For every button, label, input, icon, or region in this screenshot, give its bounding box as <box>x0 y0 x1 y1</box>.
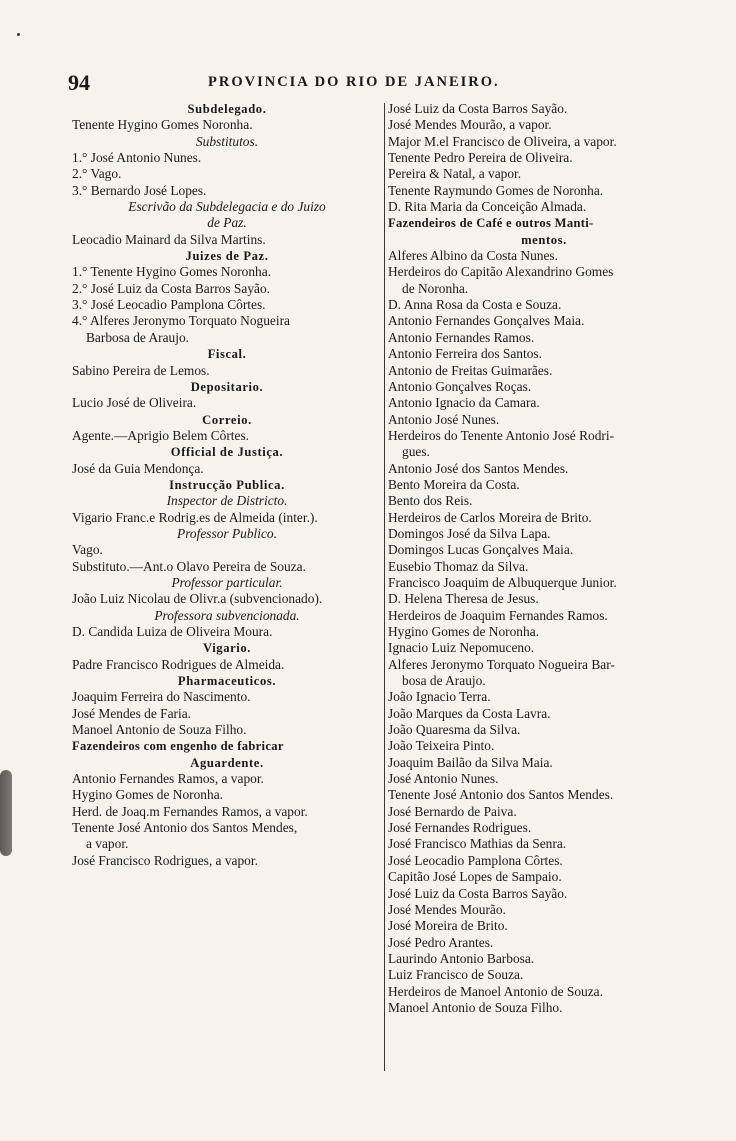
list-entry: Antonio Fernandes Gonçalves Maia. <box>388 313 585 329</box>
list-entry: José Mendes de Faria. <box>72 705 191 721</box>
list-entry: Domingos José da Silva Lapa. <box>388 525 551 541</box>
list-entry: Antonio Fernandes Ramos. <box>388 329 535 345</box>
section-heading: Instrucção Publica. <box>169 477 285 492</box>
list-entry: Antonio José Nunes. <box>388 411 500 427</box>
section-heading: mentos. <box>521 232 567 247</box>
list-entry: José Mendes Mourão. <box>388 901 506 917</box>
list-entry: José Francisco Mathias da Senra. <box>388 836 567 852</box>
list-entry: Antonio Ignacio da Camara. <box>388 395 540 411</box>
section-heading: Fiscal. <box>207 347 247 362</box>
entry-continuation: Barbosa de Araujo. <box>86 329 190 345</box>
list-entry: Herdeiros de Carlos Moreira de Brito. <box>388 509 592 525</box>
list-entry: José Leocadio Pamplona Côrtes. <box>388 852 563 868</box>
list-entry: D. Anna Rosa da Costa e Souza. <box>388 297 562 313</box>
section-heading: Fazendeiros de Café e outros Manti- <box>388 216 594 231</box>
list-entry: Antonio Ferreira dos Santos. <box>388 346 542 362</box>
list-entry: Francisco Joaquim de Albuquerque Junior. <box>388 574 617 590</box>
ink-speck <box>17 33 20 36</box>
subsection-heading: Professor Publico. <box>177 525 277 541</box>
list-entry: Herdeiros de Joaquim Fernandes Ramos. <box>388 607 608 623</box>
entry-continuation: a vapor. <box>86 836 129 852</box>
list-entry: Capitão José Lopes de Sampaio. <box>388 869 562 885</box>
list-entry: José Moreira de Brito. <box>388 918 508 934</box>
entry-continuation: bosa de Araujo. <box>402 673 486 689</box>
list-entry: Hygino Gomes de Noronha. <box>72 787 223 803</box>
list-entry: Alferes Jeronymo Torquato Nogueira Bar- <box>388 656 615 672</box>
list-entry: Sabino Pereira de Lemos. <box>72 362 210 378</box>
list-entry: João Quaresma da Silva. <box>388 722 521 738</box>
list-entry: Tenente Pedro Pereira de Oliveira. <box>388 150 573 166</box>
section-heading: Depositario. <box>190 379 264 394</box>
list-entry: José da Guia Mendonça. <box>72 460 204 476</box>
list-entry: Laurindo Antonio Barbosa. <box>388 950 535 966</box>
list-entry: Hygino Gomes de Noronha. <box>388 624 539 639</box>
subsection-heading: Escrivão da Subdelegacia e do Juizo <box>128 199 326 215</box>
list-entry: Major M.el Francisco de Oliveira, a vapor. <box>388 133 617 149</box>
entry-continuation: de Noronha. <box>402 280 469 296</box>
list-entry: 4.° Alferes Jeronymo Torquato Nogueira <box>72 313 290 329</box>
list-entry: Antonio Fernandes Ramos, a vapor. <box>72 771 264 787</box>
list-entry: 2.° Vago. <box>72 166 122 182</box>
binding-edge-mark <box>0 770 12 856</box>
list-entry: José Bernardo de Paiva. <box>388 803 517 819</box>
column-divider <box>384 103 385 1071</box>
list-entry: Herdeiros do Capitão Alexandrino Gomes <box>388 264 614 280</box>
section-heading: Subdelegado. <box>187 102 267 116</box>
list-entry: 3.° José Leocadio Pamplona Côrtes. <box>72 297 266 313</box>
list-entry: João Ignacio Terra. <box>388 689 491 705</box>
list-entry: João Marques da Costa Lavra. <box>388 705 551 721</box>
list-entry: Joaquim Ferreira do Nascimento. <box>72 689 251 705</box>
list-entry: José Mendes Mourão, a vapor. <box>388 117 552 133</box>
list-entry: João Luiz Nicolau de Olivr.a (subvencionado). <box>72 591 323 607</box>
list-entry: Pereira & Natal, a vapor. <box>388 166 522 182</box>
list-entry: José Pedro Arantes. <box>388 934 494 950</box>
list-entry: 1.° José Antonio Nunes. <box>72 150 202 166</box>
section-heading: Juizes de Paz. <box>185 249 269 264</box>
list-entry: Bento Moreira da Costa. <box>388 476 520 492</box>
list-entry: Herdeiros de Manoel Antonio de Souza. <box>388 983 603 999</box>
list-entry: D. Candida Luiza de Oliveira Moura. <box>72 624 273 639</box>
list-entry: Bento dos Reis. <box>388 493 473 509</box>
list-entry: Substituto.—Ant.o Olavo Pereira de Souza. <box>72 558 306 574</box>
list-entry: José Antonio Nunes. <box>388 771 499 787</box>
subsection-heading: Professor particular. <box>171 574 283 590</box>
list-entry: Vago. <box>72 542 103 558</box>
list-entry: José Francisco Rodrigues, a vapor. <box>72 852 258 868</box>
section-heading: Official de Justiça. <box>170 445 284 460</box>
list-entry: Antonio Gonçalves Roças. <box>388 378 532 394</box>
list-entry: Tenente Hygino Gomes Noronha. <box>72 117 253 133</box>
section-heading: Fazendeiros com engenho de fabricar <box>72 739 284 754</box>
list-entry: Luiz Francisco de Souza. <box>388 967 524 983</box>
list-entry: Manoel Antonio de Souza Filho. <box>388 999 563 1015</box>
list-entry: Ignacio Luiz Nepomuceno. <box>388 640 535 656</box>
list-entry: Vigario Franc.e Rodrig.es de Almeida (inter.). <box>72 509 318 525</box>
list-entry: Tenente Raymundo Gomes de Noronha. <box>388 182 604 198</box>
list-entry: Manoel Antonio de Souza Filho. <box>72 722 247 738</box>
subsection-heading: de Paz. <box>207 215 247 231</box>
list-entry: D. Rita Maria da Conceição Almada. <box>388 199 587 215</box>
section-heading: Aguardente. <box>190 755 264 770</box>
list-entry: José Luiz da Costa Barros Sayão. <box>388 101 568 116</box>
list-entry: José Fernandes Rodrigues. <box>388 820 532 836</box>
list-entry: Agente.—Aprigio Belem Côrtes. <box>72 427 250 443</box>
subsection-heading: Inspector de Districto. <box>166 493 288 509</box>
list-entry: Herdeiros do Tenente Antonio José Rodri- <box>388 427 615 443</box>
list-entry: 2.° José Luiz da Costa Barros Sayão. <box>72 280 270 296</box>
right-column <box>388 101 700 1016</box>
entry-continuation: gues. <box>402 444 430 460</box>
running-title: PROVINCIA DO RIO DE JANEIRO. <box>208 74 500 90</box>
left-column <box>72 101 382 869</box>
section-heading: Correio. <box>202 412 252 427</box>
section-heading: Vigario. <box>202 641 252 656</box>
list-entry: 1.° Tenente Hygino Gomes Noronha. <box>72 264 272 280</box>
list-entry: Eusebio Thomaz da Silva. <box>388 558 529 574</box>
list-entry: Herd. de Joaq.m Fernandes Ramos, a vapor. <box>72 803 308 819</box>
page-number: 94 <box>68 70 90 95</box>
list-entry: Antonio José dos Santos Mendes. <box>388 460 569 476</box>
list-entry: Leocadio Mainard da Silva Martins. <box>72 231 266 247</box>
list-entry: 3.° Bernardo José Lopes. <box>72 182 207 198</box>
list-entry: Padre Francisco Rodrigues de Almeida. <box>72 656 285 672</box>
subsection-heading: Professora subvencionada. <box>154 607 300 623</box>
list-entry: Alferes Albino da Costa Nunes. <box>388 248 558 264</box>
subsection-heading: Substitutos. <box>195 133 259 149</box>
list-entry: Antonio de Freitas Guimarães. <box>388 362 553 378</box>
list-entry: Domingos Lucas Gonçalves Maia. <box>388 542 574 558</box>
list-entry: José Luiz da Costa Barros Sayão. <box>388 885 568 901</box>
list-entry: João Teixeira Pinto. <box>388 738 495 754</box>
list-entry: Joaquim Bailão da Silva Maia. <box>388 754 553 770</box>
list-entry: Lucio José de Oliveira. <box>72 395 197 411</box>
section-heading: Pharmaceuticos. <box>177 674 277 689</box>
list-entry: D. Helena Theresa de Jesus. <box>388 591 539 607</box>
list-entry: Tenente José Antonio dos Santos Mendes, <box>72 820 298 836</box>
list-entry: Tenente José Antonio dos Santos Mendes. <box>388 787 614 803</box>
